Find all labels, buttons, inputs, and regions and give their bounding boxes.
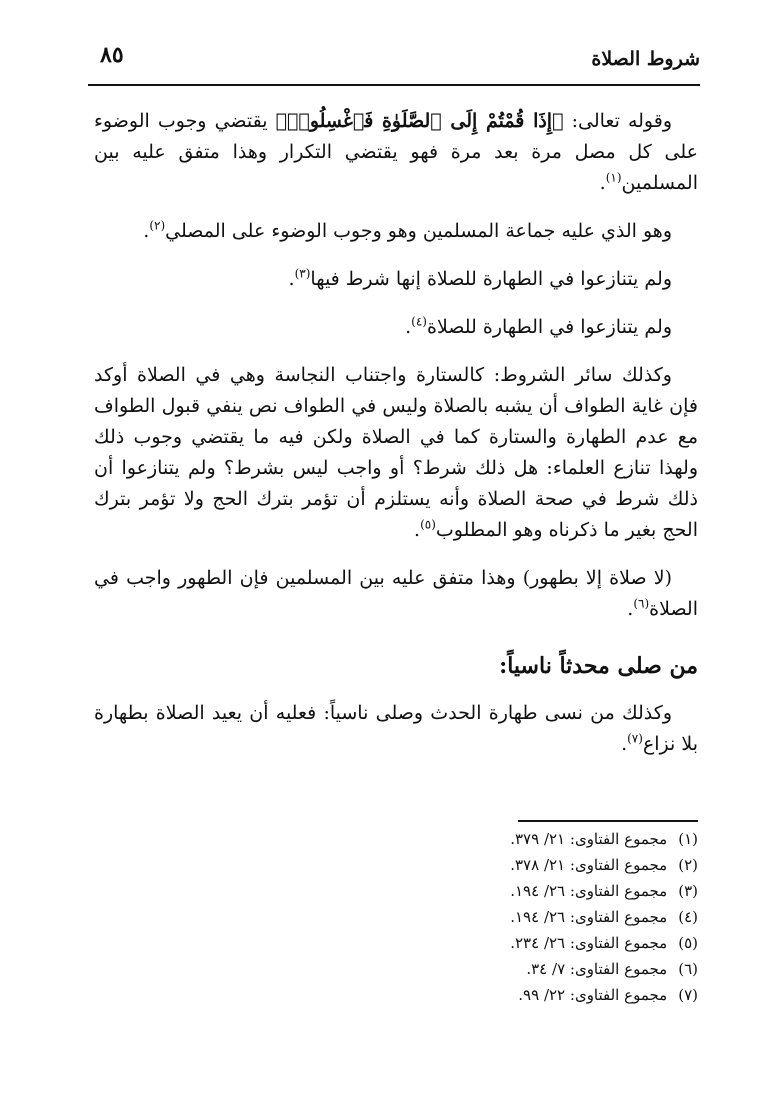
paragraph-text: (لا صلاة إلا بطهور) وهذا متفق عليه بين المسلمين فإن الطهور واجب في الصلاة (94, 567, 698, 620)
footnote-item (300, 904, 698, 930)
paragraph-text: ولم يتنازعوا في الطهارة للصلاة إنها شرط فيها (310, 268, 672, 290)
footnote-number: (٣) (678, 882, 698, 900)
footnote-item (300, 826, 698, 852)
footnote-ref: (٧) (627, 731, 643, 746)
paragraph-1 (94, 106, 698, 199)
footnote-number: (١) (678, 830, 698, 848)
quran-verse: ﴿إِذَا قُمْتُمْ إِلَى ٱلصَّلَوٰةِ فَٱغْسِلُوا۟﴾ (275, 110, 564, 132)
footnote-item (300, 956, 698, 982)
footnote-ref: (٤) (411, 314, 427, 329)
footnote-text: مجموع الفتاوى: ٢٦/ ٢٣٤. (510, 934, 668, 952)
paragraph-end: . (143, 220, 150, 242)
footnote-text: مجموع الفتاوى: ٢٦/ ١٩٤. (510, 908, 668, 926)
footnote-text: مجموع الفتاوى: ٢٢/ ٩٩. (518, 986, 668, 1004)
paragraph-text: ولم يتنازعوا في الطهارة للصلاة (426, 316, 672, 338)
page-header (88, 38, 700, 86)
paragraph-text: وكذلك من نسى طهارة الحدث وصلى ناسياً: فعليه أن يعيد الصلاة بطهارة بلا نزاع (94, 702, 698, 755)
footnote-item (300, 852, 698, 878)
footnote-number: (٦) (678, 960, 698, 978)
footnote-ref: (٥) (420, 517, 436, 532)
paragraph-5 (94, 360, 698, 546)
footnote-ref: (٦) (633, 596, 650, 611)
footnote-ref: (٢) (149, 218, 166, 233)
footnote-text: مجموع الفتاوى: ٧/ ٣٤. (526, 960, 668, 978)
paragraph-end: . (621, 733, 628, 755)
footnote-item (300, 878, 698, 904)
footnote-number: (٥) (678, 934, 698, 952)
paragraph-end: . (405, 316, 412, 338)
paragraph-2 (94, 216, 698, 247)
footnote-number: (٤) (678, 908, 698, 926)
footnote-text: مجموع الفتاوى: ٢١/ ٣٧٨. (510, 856, 668, 874)
paragraph-4 (94, 312, 698, 343)
paragraph-7 (94, 698, 698, 760)
main-text (94, 106, 698, 777)
footnote-divider (518, 820, 698, 822)
paragraph-end: . (414, 519, 421, 541)
footnotes-list (300, 826, 698, 1008)
paragraph-text: وقوله تعالى: (563, 110, 673, 132)
paragraph-end: . (599, 172, 606, 194)
paragraph-3 (94, 264, 698, 295)
paragraph-text: وكذلك سائر الشروط: كالستارة واجتناب النجاسة وهي في الصلاة أوكد فإن غاية الطواف أن يشبه بالصلاة وليس في الطواف نص ينفي قبول الطواف مع عدم الطهارة والستارة كما في الصلاة ولكن فيه ما يقتضي وجوب ذلك ولهذا تنازع العلماء: هل ذلك شرط؟ أو واجب ليس بشرط؟ ولم يتنازعوا أن ذلك شرط في صحة الصلاة وأنه يستلزم أن تؤمر بترك الحج ولا تؤمر بترك الحج بغير ما ذكرناه وهو المطلوب (94, 364, 698, 541)
footnote-number: (٧) (678, 986, 698, 1004)
footnote-ref: (٣) (294, 266, 311, 281)
running-title: شروط الصلاة (591, 48, 700, 70)
paragraph-text: يقتضي وجوب الوضوء على كل مصل مرة بعد مرة فهو يقتضي التكرار وهذا متفق عليه بين المسلمين (94, 110, 698, 194)
paragraph-end: . (627, 598, 634, 620)
section-heading: من صلى محدثاً ناسياً: (499, 653, 698, 679)
page-number: ٨٥ (100, 42, 124, 68)
paragraph-text: وهو الذي عليه جماعة المسلمين وهو وجوب الوضوء على المصلي (165, 220, 672, 242)
footnote-item (300, 930, 698, 956)
footnote-item (300, 982, 698, 1008)
footnote-number: (٢) (678, 856, 698, 874)
footnote-text: مجموع الفتاوى: ٢٦/ ١٩٤. (510, 882, 668, 900)
footnote-ref: (١) (605, 170, 622, 185)
footnote-text: مجموع الفتاوى: ٢١/ ٣٧٩. (510, 830, 668, 848)
paragraph-6 (94, 563, 698, 625)
paragraph-end: . (288, 268, 295, 290)
